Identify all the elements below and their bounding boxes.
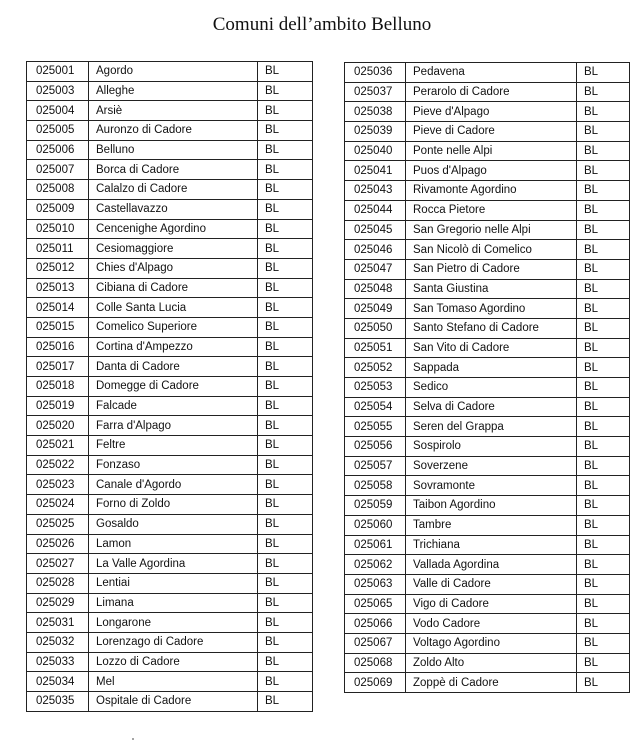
- comune-code: 025032: [27, 632, 89, 652]
- comune-name: Santa Giustina: [406, 279, 577, 299]
- comune-code: 025050: [345, 318, 406, 338]
- table-row: [27, 199, 313, 219]
- table-row: [345, 102, 630, 122]
- comune-name: Vodo Cadore: [406, 614, 577, 634]
- comune-code: 025028: [27, 573, 89, 593]
- province-code: BL: [258, 62, 313, 82]
- comune-code: 025040: [345, 141, 406, 161]
- comune-code: 025034: [27, 672, 89, 692]
- comune-code: 025066: [345, 614, 406, 634]
- table-row: [345, 122, 630, 142]
- comune-code: 025062: [345, 555, 406, 575]
- comune-code: 025031: [27, 613, 89, 633]
- province-code: BL: [258, 258, 313, 278]
- comune-code: 025011: [27, 239, 89, 259]
- province-code: BL: [258, 121, 313, 141]
- table-row: [27, 396, 313, 416]
- comune-code: 025015: [27, 317, 89, 337]
- comune-code: 025018: [27, 377, 89, 397]
- comune-code: 025020: [27, 416, 89, 436]
- comune-code: 025048: [345, 279, 406, 299]
- province-code: BL: [577, 161, 630, 181]
- table-row: [345, 338, 630, 358]
- province-code: BL: [258, 357, 313, 377]
- table-row: [345, 378, 630, 398]
- province-code: BL: [577, 141, 630, 161]
- comune-name: Longarone: [89, 613, 258, 633]
- comune-code: 025060: [345, 515, 406, 535]
- comune-code: 025035: [27, 692, 89, 712]
- province-code: BL: [577, 318, 630, 338]
- comune-name: Zoldo Alto: [406, 653, 577, 673]
- province-code: BL: [258, 278, 313, 298]
- comune-name: Selva di Cadore: [406, 397, 577, 417]
- province-code: BL: [258, 514, 313, 534]
- province-code: BL: [577, 299, 630, 319]
- province-code: BL: [258, 436, 313, 456]
- comune-code: 025058: [345, 476, 406, 496]
- table-row: [27, 495, 313, 515]
- comune-code: 025004: [27, 101, 89, 121]
- table-row: [345, 594, 630, 614]
- table-row: [27, 317, 313, 337]
- province-code: BL: [258, 298, 313, 318]
- comune-name: Sappada: [406, 358, 577, 378]
- comune-name: Feltre: [89, 436, 258, 456]
- table-row: [345, 515, 630, 535]
- table-row: [345, 653, 630, 673]
- comune-name: Sospirolo: [406, 437, 577, 457]
- table-row: [27, 416, 313, 436]
- comune-name: Lentiai: [89, 573, 258, 593]
- comune-name: Valle di Cadore: [406, 574, 577, 594]
- province-code: BL: [577, 378, 630, 398]
- comune-code: 025005: [27, 121, 89, 141]
- comune-name: Puos d'Alpago: [406, 161, 577, 181]
- comune-name: Zoppè di Cadore: [406, 673, 577, 693]
- comune-code: 025021: [27, 436, 89, 456]
- table-row: [345, 200, 630, 220]
- comune-name: Vallada Agordina: [406, 555, 577, 575]
- comune-name: Arsiè: [89, 101, 258, 121]
- table-row: [27, 180, 313, 200]
- comune-code: 025039: [345, 122, 406, 142]
- comune-name: Tambre: [406, 515, 577, 535]
- comune-name: Santo Stefano di Cadore: [406, 318, 577, 338]
- comune-name: Castellavazzo: [89, 199, 258, 219]
- comune-code: 025019: [27, 396, 89, 416]
- comune-name: Ponte nelle Alpi: [406, 141, 577, 161]
- province-code: BL: [577, 653, 630, 673]
- comune-name: Perarolo di Cadore: [406, 82, 577, 102]
- table-row: [27, 436, 313, 456]
- province-code: BL: [577, 63, 630, 83]
- comune-code: 025068: [345, 653, 406, 673]
- table-row: [27, 337, 313, 357]
- comune-code: 025041: [345, 161, 406, 181]
- table-row: [345, 318, 630, 338]
- table-row: [27, 632, 313, 652]
- comune-code: 025014: [27, 298, 89, 318]
- page-title: Comuni dell’ambito Belluno: [212, 14, 432, 35]
- comune-name: Lozzo di Cadore: [89, 652, 258, 672]
- comune-code: 025054: [345, 397, 406, 417]
- table-row: [345, 574, 630, 594]
- scan-speck: [132, 738, 134, 740]
- province-code: BL: [258, 101, 313, 121]
- comune-code: 025045: [345, 220, 406, 240]
- comune-name: Cesiomaggiore: [89, 239, 258, 259]
- table-row: [27, 554, 313, 574]
- table-row: [27, 101, 313, 121]
- province-code: BL: [258, 593, 313, 613]
- province-code: BL: [258, 652, 313, 672]
- table-row: [345, 358, 630, 378]
- comune-name: Lorenzago di Cadore: [89, 632, 258, 652]
- comune-code: 025037: [345, 82, 406, 102]
- table-row: [345, 279, 630, 299]
- table-row: [345, 82, 630, 102]
- province-code: BL: [258, 377, 313, 397]
- table-row: [345, 496, 630, 516]
- comune-name: Belluno: [89, 140, 258, 160]
- comune-name: Cibiana di Cadore: [89, 278, 258, 298]
- table-row: [27, 593, 313, 613]
- province-code: BL: [577, 456, 630, 476]
- comune-code: 025016: [27, 337, 89, 357]
- table-row: [345, 476, 630, 496]
- comune-code: 025049: [345, 299, 406, 319]
- table-row: [345, 240, 630, 260]
- province-code: BL: [577, 279, 630, 299]
- comune-code: 025033: [27, 652, 89, 672]
- table-row: [345, 259, 630, 279]
- comune-name: Gosaldo: [89, 514, 258, 534]
- table-row: [27, 573, 313, 593]
- comune-code: 025055: [345, 417, 406, 437]
- province-code: BL: [577, 633, 630, 653]
- province-code: BL: [258, 317, 313, 337]
- table-row: [345, 437, 630, 457]
- province-code: BL: [258, 495, 313, 515]
- comune-name: Domegge di Cadore: [89, 377, 258, 397]
- table-row: [27, 377, 313, 397]
- province-code: BL: [258, 573, 313, 593]
- comune-code: 025017: [27, 357, 89, 377]
- province-code: BL: [577, 220, 630, 240]
- province-code: BL: [258, 199, 313, 219]
- comune-code: 025024: [27, 495, 89, 515]
- province-code: BL: [258, 337, 313, 357]
- table-row: [27, 672, 313, 692]
- table-row: [27, 475, 313, 495]
- comune-name: San Tomaso Agordino: [406, 299, 577, 319]
- comune-code: 025009: [27, 199, 89, 219]
- table-row: [27, 455, 313, 475]
- comune-code: 025006: [27, 140, 89, 160]
- table-row: [345, 535, 630, 555]
- table-row: [345, 141, 630, 161]
- province-code: BL: [258, 554, 313, 574]
- comune-name: Colle Santa Lucia: [89, 298, 258, 318]
- comune-name: Cencenighe Agordino: [89, 219, 258, 239]
- comune-name: Agordo: [89, 62, 258, 82]
- table-row: [345, 673, 630, 693]
- comune-name: Alleghe: [89, 81, 258, 101]
- table-row: [27, 357, 313, 377]
- comune-code: 025051: [345, 338, 406, 358]
- comune-code: 025026: [27, 534, 89, 554]
- comune-code: 025025: [27, 514, 89, 534]
- comune-name: Rivamonte Agordino: [406, 181, 577, 201]
- table-row: [345, 181, 630, 201]
- comune-name: Soverzene: [406, 456, 577, 476]
- comune-code: 025059: [345, 496, 406, 516]
- comune-name: San Pietro di Cadore: [406, 259, 577, 279]
- table-row: [27, 62, 313, 82]
- comune-name: Falcade: [89, 396, 258, 416]
- comune-name: Comelico Superiore: [89, 317, 258, 337]
- comune-name: Farra d'Alpago: [89, 416, 258, 436]
- province-code: BL: [577, 102, 630, 122]
- table-row: [27, 239, 313, 259]
- table-row: [27, 278, 313, 298]
- table-row: [345, 456, 630, 476]
- comune-name: Forno di Zoldo: [89, 495, 258, 515]
- province-code: BL: [577, 200, 630, 220]
- province-code: BL: [258, 534, 313, 554]
- province-code: BL: [577, 259, 630, 279]
- table-row: [27, 219, 313, 239]
- province-code: BL: [577, 555, 630, 575]
- table-row: [27, 121, 313, 141]
- table-row: [345, 417, 630, 437]
- comune-name: Danta di Cadore: [89, 357, 258, 377]
- province-code: BL: [577, 181, 630, 201]
- province-code: BL: [577, 397, 630, 417]
- table-row: [27, 140, 313, 160]
- comune-name: Pieve d'Alpago: [406, 102, 577, 122]
- province-code: BL: [577, 338, 630, 358]
- province-code: BL: [577, 240, 630, 260]
- comune-name: Limana: [89, 593, 258, 613]
- province-code: BL: [577, 614, 630, 634]
- comune-name: Pieve di Cadore: [406, 122, 577, 142]
- comuni-table-right: [344, 62, 630, 693]
- table-row: [345, 397, 630, 417]
- province-code: BL: [258, 475, 313, 495]
- comune-code: 025069: [345, 673, 406, 693]
- province-code: BL: [577, 673, 630, 693]
- comune-name: Chies d'Alpago: [89, 258, 258, 278]
- comune-name: Calalzo di Cadore: [89, 180, 258, 200]
- comune-name: Taibon Agordino: [406, 496, 577, 516]
- comune-name: Trichiana: [406, 535, 577, 555]
- province-code: BL: [577, 476, 630, 496]
- comune-code: 025013: [27, 278, 89, 298]
- table-row: [27, 81, 313, 101]
- comune-code: 025008: [27, 180, 89, 200]
- province-code: BL: [258, 81, 313, 101]
- province-code: BL: [258, 140, 313, 160]
- province-code: BL: [577, 82, 630, 102]
- table-row: [27, 514, 313, 534]
- comune-name: La Valle Agordina: [89, 554, 258, 574]
- table-row: [27, 160, 313, 180]
- table-row: [345, 161, 630, 181]
- province-code: BL: [258, 632, 313, 652]
- comune-name: San Gregorio nelle Alpi: [406, 220, 577, 240]
- province-code: BL: [258, 180, 313, 200]
- table-row: [27, 613, 313, 633]
- province-code: BL: [577, 594, 630, 614]
- province-code: BL: [258, 613, 313, 633]
- table-row: [345, 299, 630, 319]
- province-code: BL: [577, 574, 630, 594]
- comune-name: Seren del Grappa: [406, 417, 577, 437]
- comune-name: Auronzo di Cadore: [89, 121, 258, 141]
- province-code: BL: [258, 416, 313, 436]
- comune-code: 025022: [27, 455, 89, 475]
- province-code: BL: [258, 672, 313, 692]
- comuni-table-left: [26, 61, 313, 712]
- comune-code: 025029: [27, 593, 89, 613]
- comune-code: 025012: [27, 258, 89, 278]
- comune-code: 025047: [345, 259, 406, 279]
- comune-name: Vigo di Cadore: [406, 594, 577, 614]
- comune-code: 025038: [345, 102, 406, 122]
- table-row: [27, 298, 313, 318]
- comune-name: Pedavena: [406, 63, 577, 83]
- comune-code: 025001: [27, 62, 89, 82]
- comune-name: Lamon: [89, 534, 258, 554]
- comune-name: San Nicolò di Comelico: [406, 240, 577, 260]
- comune-code: 025067: [345, 633, 406, 653]
- comune-code: 025027: [27, 554, 89, 574]
- comune-code: 025053: [345, 378, 406, 398]
- province-code: BL: [258, 396, 313, 416]
- comune-code: 025063: [345, 574, 406, 594]
- province-code: BL: [577, 496, 630, 516]
- table-row: [345, 633, 630, 653]
- comune-name: Sedico: [406, 378, 577, 398]
- comune-name: Voltago Agordino: [406, 633, 577, 653]
- province-code: BL: [577, 417, 630, 437]
- comune-code: 025065: [345, 594, 406, 614]
- province-code: BL: [577, 437, 630, 457]
- comune-name: Mel: [89, 672, 258, 692]
- table-row: [345, 614, 630, 634]
- comune-name: Cortina d'Ampezzo: [89, 337, 258, 357]
- comune-name: San Vito di Cadore: [406, 338, 577, 358]
- table-row: [27, 534, 313, 554]
- comune-code: 025036: [345, 63, 406, 83]
- province-code: BL: [577, 515, 630, 535]
- province-code: BL: [258, 692, 313, 712]
- table-row: [345, 63, 630, 83]
- comune-name: Fonzaso: [89, 455, 258, 475]
- comune-code: 025056: [345, 437, 406, 457]
- comune-code: 025052: [345, 358, 406, 378]
- comune-code: 025003: [27, 81, 89, 101]
- comune-name: Ospitale di Cadore: [89, 692, 258, 712]
- comune-code: 025023: [27, 475, 89, 495]
- comune-name: Rocca Pietore: [406, 200, 577, 220]
- province-code: BL: [577, 535, 630, 555]
- comune-code: 025044: [345, 200, 406, 220]
- province-code: BL: [258, 219, 313, 239]
- comune-name: Canale d'Agordo: [89, 475, 258, 495]
- province-code: BL: [577, 122, 630, 142]
- comune-name: Borca di Cadore: [89, 160, 258, 180]
- province-code: BL: [258, 455, 313, 475]
- comune-code: 025010: [27, 219, 89, 239]
- province-code: BL: [258, 160, 313, 180]
- comune-code: 025061: [345, 535, 406, 555]
- comune-code: 025057: [345, 456, 406, 476]
- table-row: [27, 652, 313, 672]
- table-row: [27, 258, 313, 278]
- comune-code: 025007: [27, 160, 89, 180]
- table-row: [345, 555, 630, 575]
- province-code: BL: [577, 358, 630, 378]
- province-code: BL: [258, 239, 313, 259]
- comune-code: 025043: [345, 181, 406, 201]
- comune-name: Sovramonte: [406, 476, 577, 496]
- table-row: [27, 692, 313, 712]
- table-row: [345, 220, 630, 240]
- comune-code: 025046: [345, 240, 406, 260]
